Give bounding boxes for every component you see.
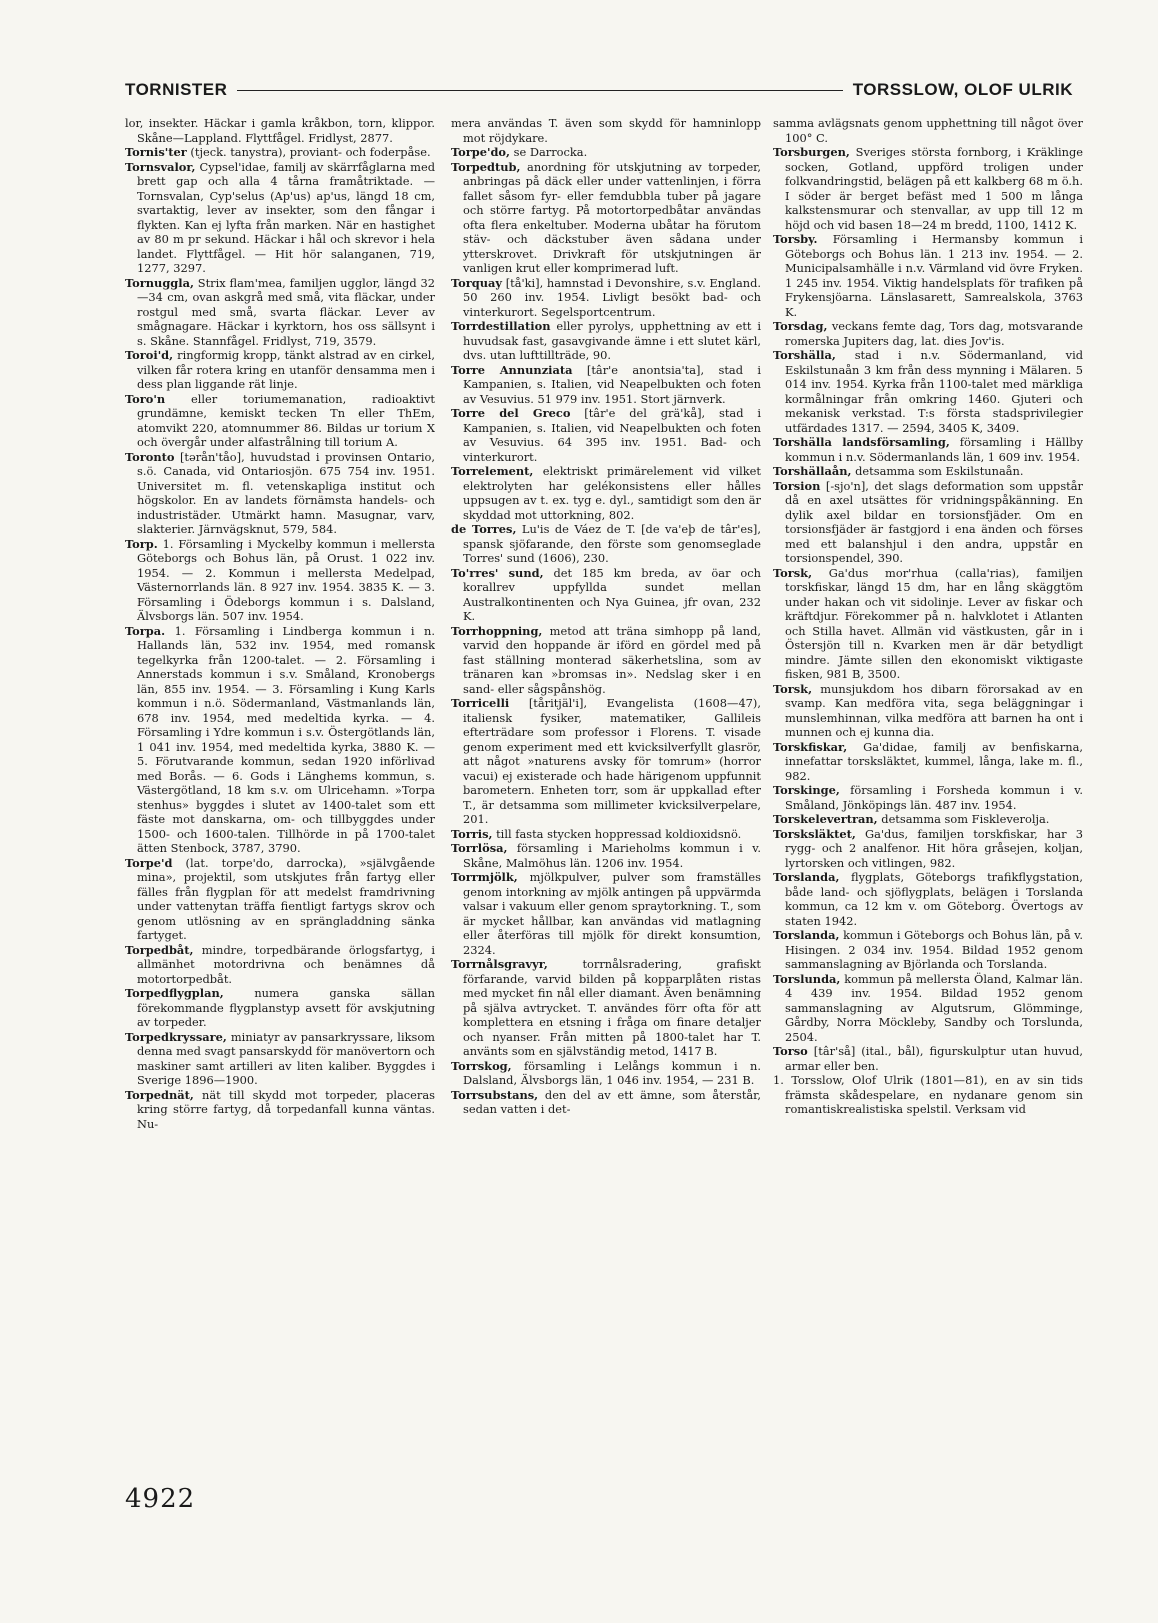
dictionary-entry (125, 856, 435, 943)
entry-text: Ga'dus mor'rhua (calla'rias), familjen torskfiskar, längd 15 dm, har en lång skäggtöm under hakan och vit sidolinje. Lever av fiskar och kräftdjur. Förekommer på n. halvklotet i Atlanten och Stilla havet. Allmän vid västkusten, går in i Östersjön till n. Kvarken men är där betydligt mindre. Jämte sillen den ekonomiskt viktigaste fisken, 981 B, 3500. (785, 565, 1083, 681)
header-rule (237, 90, 842, 91)
entry-text: kommun i Göteborgs och Bohus län, på v. Hisingen. 2 034 inv. 1954. Bildad 1952 genom sammanslagning av Björlanda och Torslanda. (785, 928, 1083, 971)
entry-text: Lu'is de Váez de T. [de va'eþ de târ'es], spansk sjöfarande, den förste som genomseglade Torres' sund (1606), 230. (463, 522, 761, 565)
entry-text: den del av ett ämne, som återstår, sedan vatten i det- (463, 1087, 761, 1116)
entry-headword: Torpedbåt, (125, 942, 194, 957)
entry-text: lor, insekter. Häckar i gamla kråkbon, torn, klippor. Skåne—Lappland. Flyttfågel. Fridlyst, 2877. (125, 116, 435, 145)
entry-text: [tərån'tåo], huvudstad i provinsen Ontario, s.ö. Canada, vid Ontariosjön. 675 754 inv. 1951. Universitet m. fl. vetenskapliga institut och högskolor. En av landets förnämsta handels- och industristäder. Utmärkt hamn. Masugnar, varv, slakterier. Järnvägsknut, 579, 584. (137, 449, 435, 536)
entry-text: metod att träna simhopp på land, varvid den hoppande är iförd en gördel med på fast ställning monterad säkerhetslina, som av tränaren kan »bromsas in». Nedslag sker i en sand- eller sågspånshög. (463, 623, 761, 696)
dictionary-entry (773, 145, 1083, 232)
entry-headword: Torslanda, (773, 928, 840, 942)
dictionary-entry (451, 145, 761, 160)
dictionary-entry (773, 348, 1083, 435)
dictionary-entry (451, 319, 761, 363)
dictionary-entry (773, 812, 1083, 827)
entry-headword: Torsburgen, (773, 145, 850, 159)
dictionary-entry (773, 116, 1083, 145)
entry-headword: Torrmjölk, (451, 870, 518, 884)
entry-text: flygplats, Göteborgs trafikflygstation, både land- och sjöflygplats, belägen i Torslanda kommun, ca 12 km v. om Göteborg. Övertogs av staten 1942. (785, 870, 1083, 928)
entry-headword: Torsksläktet, (773, 826, 856, 841)
dictionary-entry (125, 160, 435, 276)
dictionary-entry (451, 116, 761, 145)
entry-headword: Torsk, (773, 565, 813, 580)
entry-headword: Torrskog, (451, 1058, 512, 1073)
entry-text: [tåritjäl'i], Evangelista (1608—47), italiensk fysiker, matematiker, Gallileis efterträdare som professor i Florens. T. visade genom experiment med ett kvicksilverfyllt glasrör, att något »naturens avsky för tomrum» (horror vacui) ej existerade och hade härigenom uppfunnit barometern. Enheten torr, som är uppkallad efter T., är detsamma som millimeter kvicksilverpelare, 201. (463, 696, 761, 826)
header-left-guide-word: TORNISTER (125, 80, 228, 99)
dictionary-entry (451, 276, 761, 320)
entry-headword: Torsby. (773, 232, 818, 246)
dictionary-entry (773, 972, 1083, 1045)
entry-headword: Torrsubstans, (451, 1087, 539, 1102)
entry-headword: de Torres, (451, 522, 517, 536)
entry-headword: Torpedtub, (451, 159, 521, 174)
entry-headword: Torpe'd (125, 855, 173, 870)
dictionary-entry (451, 566, 761, 624)
dictionary-entry (125, 145, 435, 160)
dictionary-entry (773, 1044, 1083, 1073)
dictionary-entry (773, 566, 1083, 682)
dictionary-entry (773, 1073, 1083, 1117)
entry-headword: Torpedkryssare, (125, 1029, 227, 1044)
entry-headword: Toroi'd, (125, 348, 174, 362)
dictionary-entry (451, 827, 761, 842)
entry-text: 1. Torsslow, Olof Ulrik (1801—81), en av sin tids främsta skådespelare, en nydanare genom sin romantiskrealistiska spelstil. Verksam vid (773, 1073, 1083, 1116)
entry-text: Ga'dus, familjen torskfiskar, har 3 rygg- och 2 analfenor. Hit höra gråsejen, koljan, lyrtorsken och vitlingen, 982. (785, 826, 1083, 870)
entry-headword: Toronto (125, 449, 175, 464)
page-header (125, 78, 1073, 102)
column-1 (125, 116, 435, 1131)
entry-text: miniatyr av pansarkryssare, liksom denna med svagt pansarskydd för manövertorn och maskiner samt artilleri av liten kaliber. Byggdes i Sverige 1896—1900. (137, 1029, 435, 1087)
entry-headword: Tornsvalor, (125, 159, 196, 174)
entry-headword: Torsdag, (773, 319, 828, 333)
entry-text: se Darrocka. (510, 145, 588, 159)
dictionary-entry (773, 928, 1083, 972)
dictionary-entry (773, 479, 1083, 566)
entry-text: mjölkpulver, pulver som framställes genom intorkning av mjölk antingen på uppvärmda valsar i vakuum eller genom spraytorkning. T., som är mycket hållbar, kan användas vid matlagning eller återföras till mjölk för direkt konsumtion, 2324. (463, 870, 761, 957)
dictionary-entry (773, 435, 1083, 464)
entry-headword: Torslunda, (773, 971, 841, 986)
entry-text: detsamma som Eskilstunaån. (851, 464, 1024, 478)
entry-text: till fasta stycken hoppressad koldioxidsnö. (492, 826, 742, 841)
entry-headword: Torrlösa, (451, 841, 508, 855)
dictionary-entry (773, 232, 1083, 319)
dictionary-entry (125, 348, 435, 392)
column-3 (773, 116, 1083, 1117)
entry-text: (lat. torpe'do, darrocka), »självgående mina», projektil, som utskjutes från fartyg eller fälles från flygplan för att medelst framdrivning under vattenytan träffa fientligt fartygs skrov och genom utlösning av en sprängladdning sänka fartyget. (137, 855, 435, 942)
dictionary-entry (451, 406, 761, 464)
entry-text: Sveriges största fornborg, i Kräklinge socken, Gotland, uppförd troligen under folkvandringstid, belägen på ett kalkberg 68 m ö.h. I söder är berget befäst med 1 500 m långa kalkstensmurar och stenvallar, av upp till 12 m höjd och vid basen 18—24 m bredd, 1100, 1412 K. (785, 145, 1083, 232)
entry-headword: Torsion (773, 478, 821, 493)
dictionary-entry (451, 464, 761, 522)
entry-headword: Torpe'do, (451, 145, 510, 159)
dictionary-entry (125, 1088, 435, 1132)
dictionary-entry (773, 827, 1083, 871)
entry-headword: Torrnålsgravyr, (451, 957, 548, 971)
dictionary-entry (773, 319, 1083, 348)
entry-text: 1. Församling i Myckelby kommun i mellersta Göteborgs och Bohus län, på Orust. 1 022 inv. 1954. — 2. Kommun i mellersta Medelpad, Västernorrlands län. 8 927 inv. 1954. 3835 K. — 3. Församling i Ödeborgs kommun i s. Dalsland, Älvsborgs län. 507 inv. 1954. (137, 536, 435, 623)
dictionary-entry (125, 943, 435, 987)
entry-headword: Torrdestillation (451, 319, 551, 333)
entry-headword: Torpedflygplan, (125, 986, 224, 1000)
dictionary-entry (125, 116, 435, 145)
entry-text: anordning för utskjutning av torpeder, anbringas på däck eller under vattenlinjen, i förra fallet såsom fyr- eller femdubbla tuber på jagare och större fartyg. På motortorpedbåtar användas ofta flera enkeltuber. Moderna ubåtar ha förutom stäv- och däckstuber även sådana under ytterskrovet. Drivkraft för utskjutningen är vanligen krut eller komprimerad luft. (463, 159, 761, 275)
entry-text: [-sjo'n], det slags deformation som uppstår då en axel utsättes för vridningspåkänning. En dylik axel bildar en torsionsfjäder. Om en torsionsfjäder är fastgjord i ena änden och förses med ett balanshjul i den andra, uppstår en torsionspendel, 390. (785, 478, 1083, 565)
dictionary-entry (451, 363, 761, 407)
entry-headword: Torpednät, (125, 1087, 194, 1102)
dictionary-entry (773, 740, 1083, 784)
entry-headword: Torsk, (773, 681, 813, 696)
dictionary-entry (451, 522, 761, 566)
entry-text: [târ'så] (ital., bål), figurskulptur utan huvud, armar eller ben. (785, 1044, 1083, 1073)
entry-headword: Torslanda, (773, 870, 840, 884)
dictionary-entry (773, 464, 1083, 479)
dictionary-entry (125, 986, 435, 1030)
dictionary-entry (773, 682, 1083, 740)
entry-headword: Torshälla, (773, 348, 836, 362)
entry-text: eller toriumemanation, radioaktivt grundämne, kemiskt tecken Tn eller ThEm, atomvikt 220, atomnummer 86. Bildas ur torium X och övergår under alfastrålning till torium A. (137, 391, 435, 449)
entry-text: (tjeck. tanystra), proviant- och foderpåse. (186, 145, 431, 159)
entry-headword: Torris, (451, 826, 493, 841)
dictionary-entry (451, 696, 761, 827)
entry-headword: Torre Annunziata (451, 362, 573, 377)
entry-headword: To'rres' sund, (451, 565, 544, 580)
entry-headword: Torpa. (125, 623, 166, 638)
entry-text: [tå'ki], hamnstad i Devonshire, s.v. England. 50 260 inv. 1954. Livligt besökt bad- och vinterkurort. Segelsportcentrum. (463, 275, 761, 319)
entry-text: ringformig kropp, tänkt alstrad av en cirkel, vilken får rotera kring en utanför densamma men i dess plan liggande rät linje. (137, 348, 435, 391)
header-right-guide-word: TORSSLOW, OLOF ULRIK (852, 80, 1073, 99)
entry-headword: Torp. (125, 536, 158, 551)
entry-text: Cypsel'idae, familj av skärrfåglarna med brett gap och alla 4 tårna framåtriktade. — Tornsvalan, Cyp'selus (Ap'us) ap'us, längd 18 cm, svartaktig, lever av insekter, som den fångar i flykten. Kan ej lyfta från marken. När en hastighet av 80 m pr sekund. Häckar i hål och skrevor i hela landet. Flyttfågel. — Hit hör salanganen, 719, 1277, 3297. (137, 159, 435, 275)
entry-headword: Torre del Greco (451, 406, 571, 420)
entry-text: munsjukdom hos dibarn förorsakad av en svamp. Kan medföra vita, sega beläggningar i munslemhinnan, vilka medföra att barnen ha ont i munnen och ej kunna dia. (785, 681, 1083, 739)
entry-text: Ga'didae, familj av benfiskarna, innefattar torsksläktet, kummel, långa, lake m. fl., 982. (785, 739, 1083, 783)
entry-text: mindre, torpedbärande örlogsfartyg, i allmänhet motordrivna och benämnes då motortorpedbåt. (137, 942, 435, 986)
dictionary-entry (125, 1030, 435, 1088)
entry-headword: Torricelli (451, 696, 510, 710)
entry-text: torrnålsradering, grafiskt förfarande, varvid bilden på kopparplåten ristas med mycket fin nål eller diamant. Även benämning på själva avtrycket. T. användes förr ofta för att komplettera en etsning i fråga om finare detaljer och nyanser. Från mitten på 1800-talet har T. använts som en självständig metod, 1417 B. (463, 957, 761, 1058)
dictionary-entry (125, 624, 435, 856)
dictionary-entry (125, 392, 435, 450)
entry-text: [târ'e anontsia'ta], stad i Kampanien, s. Italien, vid Neapelbukten och foten av Vesuvius. 51 979 inv. 1951. Stort järnverk. (463, 362, 761, 406)
entry-headword: Torshällaån, (773, 464, 852, 478)
entry-text: kommun på mellersta Öland, Kalmar län. 4 439 inv. 1954. Bildad 1952 genom sammanslagning av Algutsrum, Glömminge, Gårdby, Norra Möckleby, Sandby och Torslunda, 2504. (785, 971, 1083, 1044)
entry-text: eller pyrolys, upphettning av ett i huvudsak fast, gasavgivande ämne i ett slutet kärl, dvs. utan lufttillträde, 90. (463, 319, 761, 362)
entry-headword: Tornis'ter (125, 145, 187, 159)
dictionary-entry (125, 276, 435, 349)
entry-text: församling i Forsheda kommun i v. Småland, Jönköpings län. 487 inv. 1954. (785, 783, 1083, 812)
dictionary-entry (451, 624, 761, 697)
entry-text: Strix flam'mea, familjen ugglor, längd 32—34 cm, ovan askgrå med små, vita fläckar, under rostgul med små, svarta fläckar. Lever av smågnagare. Häckar i kyrktorn, hos oss sällsynt i s. Skåne. Stannfågel. Fridlyst, 719, 3579. (137, 275, 435, 348)
entry-text: församling i Hällby kommun i n.v. Södermanlands län, 1 609 inv. 1954. (785, 435, 1083, 464)
dictionary-entry (125, 537, 435, 624)
entry-text: det 185 km breda, av öar och korallrev uppfyllda sundet mellan Australkontinenten och Nya Guinea, jfr ovan, 232 K. (463, 565, 761, 623)
entry-text: stad i n.v. Södermanland, vid Eskilstunaån 3 km från dess mynning i Mälaren. 5 014 inv. 1954. Kyrka från 1100-talet med märkliga kormålningar från omkring 1460. Gjuteri och mekanisk verkstad. T:s första stadsprivilegier utfärdades 1317. — 2594, 3405 K, 3409. (785, 348, 1083, 435)
entry-headword: Torrhoppning, (451, 623, 543, 638)
entry-text: samma avlägsnats genom upphettning till något över 100° C. (773, 116, 1083, 145)
entry-headword: Torso (773, 1044, 808, 1058)
dictionary-entry (773, 783, 1083, 812)
entry-text: [târ'e del grä'kå], stad i Kampanien, s. Italien, vid Neapelbukten och foten av Vesuvius. 64 395 inv. 1951. Bad- och vinterkurort. (463, 406, 761, 464)
dictionary-entry (773, 870, 1083, 928)
entry-text: numera ganska sällan förekommande flygplanstyp avsett för avskjutning av torpeder. (137, 986, 435, 1029)
entry-headword: Torskinge, (773, 783, 840, 797)
dictionary-entry (125, 450, 435, 537)
entry-text: Församling i Hermansby kommun i Göteborgs och Bohus län. 1 213 inv. 1954. — 2. Municipalsamhälle i n.v. Värmland vid övre Fryken. 1 245 inv. 1954. Viktig handelsplats för trafiken på Frykensjöarna. Länslasarett, Samrealskola, 3763 K. (785, 232, 1083, 319)
entry-text: 1. Församling i Lindberga kommun i n. Hallands län, 532 inv. 1954, med romansk tegelkyrka från 1200-talet. — 2. Församling i Annerstads kommun i s.v. Småland, Kronobergs län, 855 inv. 1954. — 3. Församling i Kung Karls kommun i n.ö. Södermanland, Västmanlands län, 678 inv. 1954, med medeltida kyrka. — 4. Församling i Ydre kommun i s.v. Östergötlands län, 1 041 inv. 1954, med medeltida kyrka, 3880 K. — 5. Förutvarande kommun, sedan 1920 införlivad med Borås. — 6. Gods i Länghems kommun, s. Västergötland, 18 km s.v. om Ulricehamn. »Torpa stenhus» byggdes i slutet av 1400-talet som ett fäste mot danskarna, om- och tillbyggdes under 1500- och 1600-talen. Tillhörde in på 1700-talet ätten Stenbock, 3787, 3790. (137, 623, 435, 855)
dictionary-entry (451, 1088, 761, 1117)
entry-text: elektriskt primärelement vid vilket elektrolyten har gelékonsistens eller hålles uppsugen av t. ex. tyg e. dyl., samtidigt som den är skyddad mot uttorkning, 802. (463, 464, 761, 522)
entry-headword: Torrelement, (451, 464, 534, 478)
entry-headword: Tornuggla, (125, 275, 194, 290)
page-number: 4922 (125, 1484, 196, 1514)
entry-headword: Torskfiskar, (773, 739, 848, 754)
entry-text: nät till skydd mot torpeder, placeras kring större fartyg, då torpedanfall kunna väntas. Nu- (137, 1087, 435, 1131)
entry-text: detsamma som Fiskleverolja. (877, 812, 1050, 826)
dictionary-entry (451, 957, 761, 1059)
entry-text: församling i Marieholms kommun i v. Skåne, Malmöhus län. 1206 inv. 1954. (463, 841, 761, 870)
dictionary-entry (451, 870, 761, 957)
entry-text: veckans femte dag, Tors dag, motsvarande romerska Jupiters dag, lat. dies Jov'is. (785, 319, 1083, 348)
entry-headword: Torquay (451, 275, 503, 290)
entry-headword: Torskelevertran, (773, 812, 878, 826)
entry-headword: Toro'n (125, 391, 166, 406)
entry-text: församling i Lelångs kommun i n. Dalsland, Älvsborgs län, 1 046 inv. 1954, — 231 B. (463, 1058, 761, 1087)
dictionary-entry (451, 160, 761, 276)
dictionary-entry (451, 1059, 761, 1088)
column-2 (451, 116, 761, 1117)
entry-text: mera användas T. även som skydd för hamninlopp mot röjdykare. (451, 116, 761, 145)
dictionary-entry (451, 841, 761, 870)
entry-headword: Torshälla landsförsamling, (773, 435, 950, 449)
